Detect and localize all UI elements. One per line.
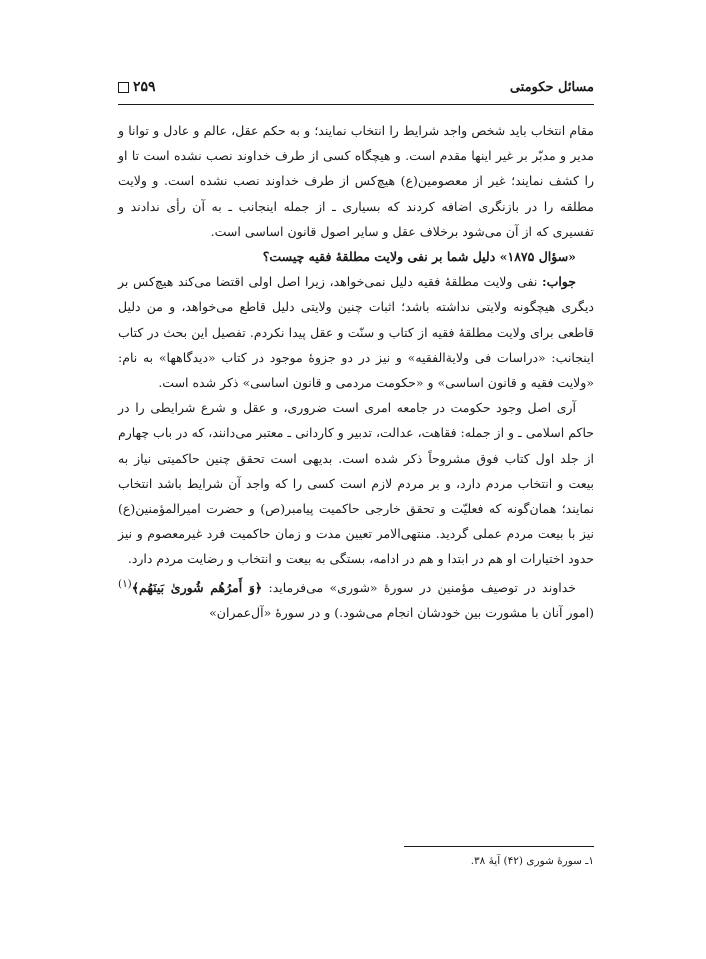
- footnote-divider: [404, 846, 594, 847]
- answer-text: نفی ولایت مطلقهٔ فقیه دلیل نمی‌خواهد، زیرا اصل اولی اقتضا می‌کند هیچ‌کس بر دیگری هیچگونه ولایتی نداشته باشد؛ اثبات چنین ولایتی دلیل قاطع می‌خواهد، و من دلیل قاطعی برای ولایت مطلقهٔ فقیه از کتاب و سنّت و عقل پیدا نکردم. تفصیل این بحث در کتاب اینجانب: «دراسات فی ولایة‌الفقیه» و نیز در دو جزوهٔ موجود در کتاب «دیدگاهها» به نام: «ولایت فقیه و قانون اساسی» و «حکومت مردمی و قانون اساسی» ذکر شده است.: [118, 274, 594, 391]
- page-number-block: [118, 79, 156, 95]
- question-heading: «سؤال ۱۸۷۵» دلیل شما بر نفی ولایت مطلقهٔ فقیه چیست؟: [262, 249, 576, 265]
- body-text: [118, 118, 594, 625]
- page-header: [118, 74, 594, 100]
- paragraph-4-end: (امور آنان با مشورت بین خودشان انجام می‌شود.) و در سورهٔ «آل‌عمران»: [209, 605, 594, 621]
- footnote: ۱ـ سورهٔ شوری (۴۲) آیهٔ ۳۸.: [470, 855, 594, 867]
- paragraph-4-start: خداوند در توصیف مؤمنین در سورهٔ «شوری» می‌فرماید:: [262, 579, 576, 595]
- page-box-icon: [118, 82, 129, 93]
- header-divider: [118, 104, 594, 105]
- running-title: مسائل حکومتی: [509, 79, 594, 95]
- paragraph-4: [118, 572, 594, 626]
- quran-verse: ﴿وَ أَمرُهُم شُورىٰ بَينَهُم﴾: [131, 579, 263, 595]
- paragraph-3: آری اصل وجود حکومت در جامعه امری است ضروری، و عقل و شرع شرایطی را در حاکم اسلامی ـ و از جمله: فقاهت، عدالت، تدبیر و کاردانی ـ معتبر می‌دانند، که در باب چهارم از جلد اول کتاب فوق مشروحاً ذکر شده است. بدیهی است تحقق چنین حاکمیتی نیاز به بیعت و انتخاب مردم دارد، و بر مردم لازم است کسی را که واجد آن شرایط باشد انتخاب نمایند؛ همان‌گونه که فعلیّت و تحقق خارجی حاکمیت پیامبر(ص) و حضرت امیرالمؤمنین(ع) نیز با بیعت مردم عملی گردید. منتهی‌الامر تعیین مدت و زمان حاکمیت فرد غیرمعصوم و نیز حدود اختیارات او هم در ابتدا و هم در ادامه، بستگی به بیعت و انتخاب و رضایت مردم دارد.: [118, 400, 594, 567]
- footnote-reference: (۱): [118, 577, 132, 590]
- paragraph-1: مقام انتخاب باید شخص واجد شرایط را انتخاب نمایند؛ و به حکم عقل، عالم و عادل و توانا و مدیر و مدبّر بر غیر اینها مقدم است. و هیچگاه کسی از طرف خداوند نصب نشده است تا او را کشف نمایند؛ غیر از معصومین(ع) هیچ‌کس از طرف خداوند نصب نشده است. و ولایت مطلقه را در بازنگری اضافه کردند که بسیاری ـ از جمله اینجانب ـ به آن رأی ندادند و تفسیری که از آن می‌شود برخلاف عقل و سایر اصول قانون اساسی است.: [118, 123, 594, 239]
- answer-paragraph: [118, 269, 594, 395]
- answer-label: جواب:: [541, 274, 576, 290]
- page-number: ۲۵۹: [133, 79, 156, 95]
